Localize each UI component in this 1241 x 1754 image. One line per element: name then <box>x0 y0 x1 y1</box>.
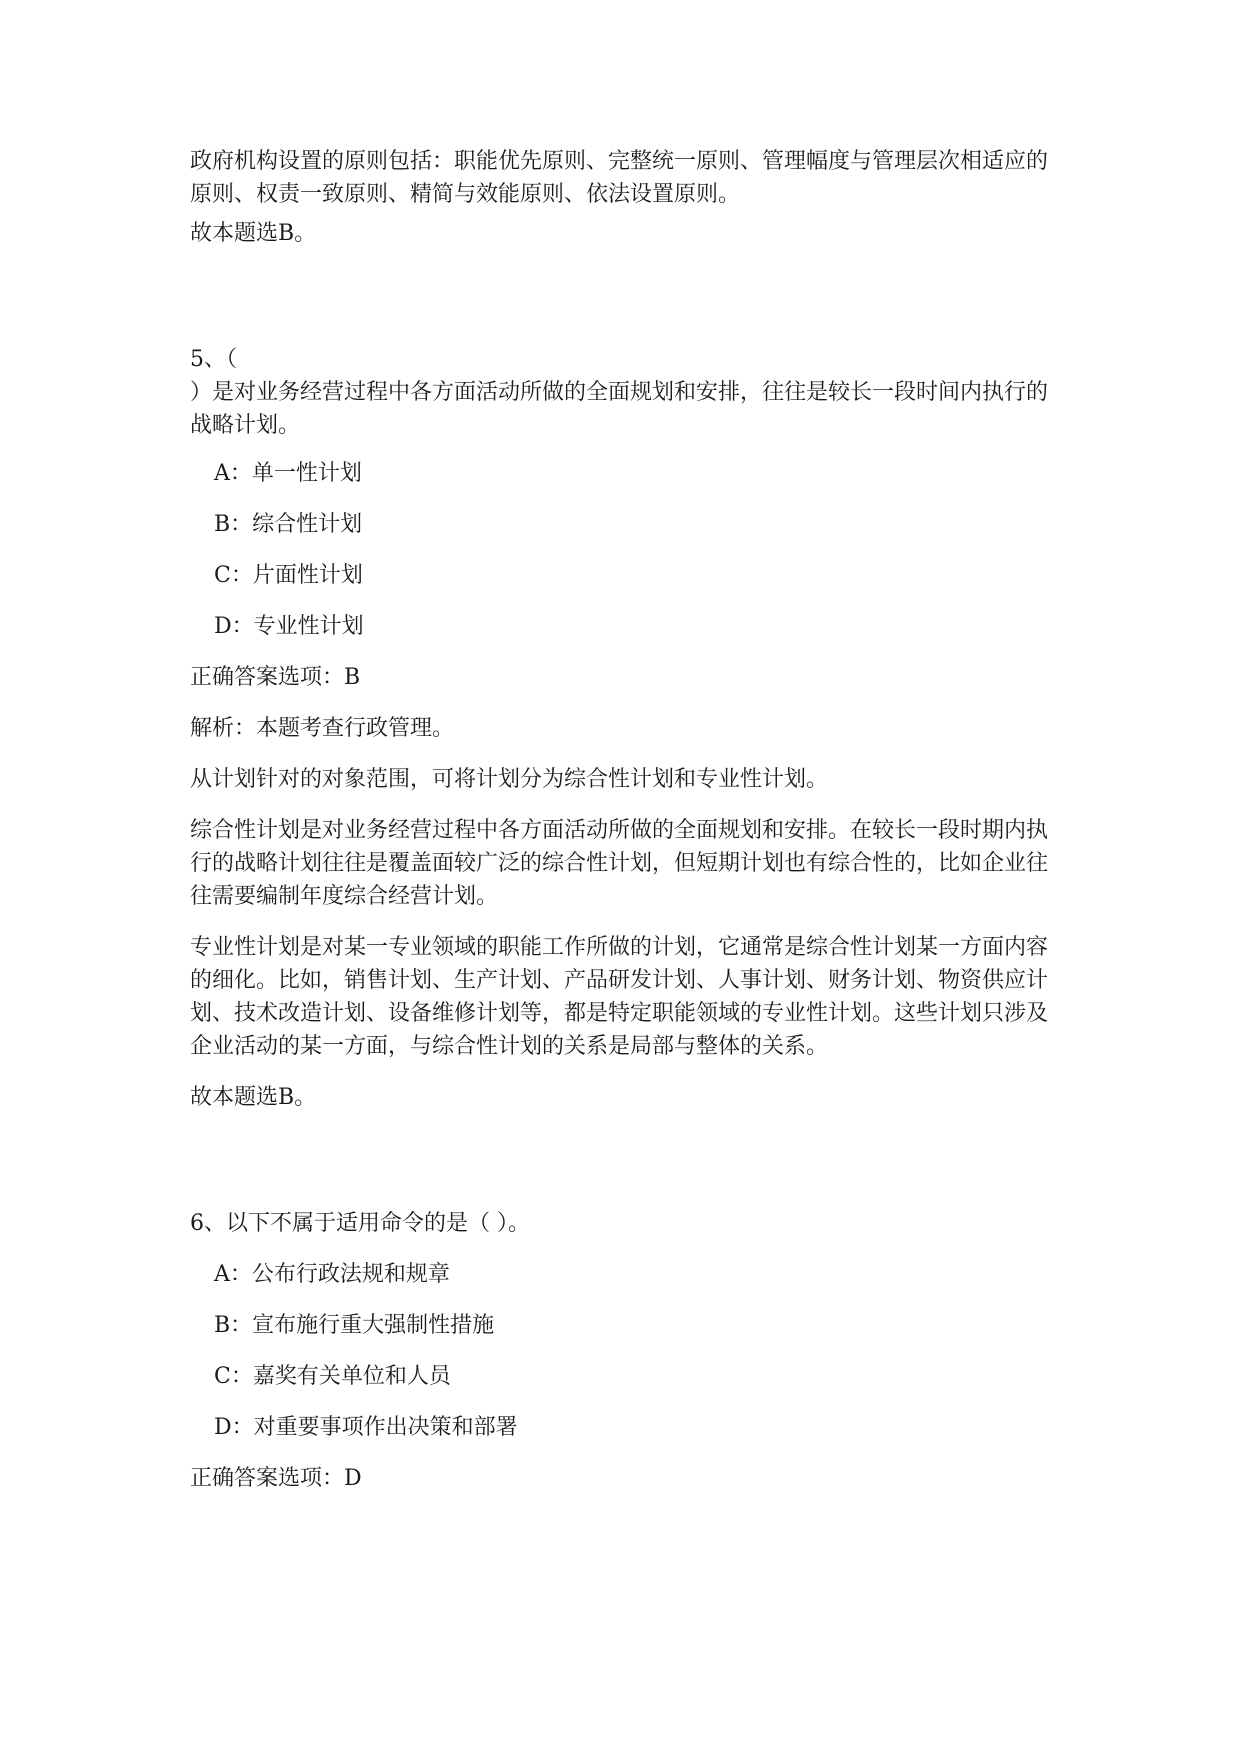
question5-analysis-paragraph-2: 综合性计划是对业务经营过程中各方面活动所做的全面规划和安排。在较长一段时期内执行的战略计划往往是覆盖面较广泛的综合性计划，但短期计划也有综合性的，比如企业往往需要编制年度综合经营计划。 <box>190 818 1049 909</box>
question5-answer: 正确答案选项：B <box>190 665 361 690</box>
question5-option-d: D：专业性计划 <box>214 614 364 639</box>
question5-conclusion: 故本题选B。 <box>190 1085 317 1110</box>
question5-option-b: B：综合性计划 <box>214 512 363 537</box>
question5-analysis-paragraph-3: 专业性计划是对某一专业领域的职能工作所做的计划，它通常是综合性计划某一方面内容的细化。比如，销售计划、生产计划、产品研发计划、人事计划、财务计划、物资供应计划、技术改造计划、设备维修计划等，都是特定职能领域的专业性计划。这些计划只涉及企业活动的某一方面，与综合性计划的关系是局部与整体的关系。 <box>190 935 1049 1059</box>
question6-answer: 正确答案选项：D <box>190 1466 362 1491</box>
question5-analysis-title: 解析：本题考查行政管理。 <box>190 716 455 741</box>
question5-option-a: A：单一性计划 <box>214 461 362 486</box>
question6-stem: 6、以下不属于适用命令的是（ ）。 <box>190 1211 530 1236</box>
question5-stem: ）是对业务经营过程中各方面活动所做的全面规划和安排，往往是较长一段时间内执行的战略计划。 <box>190 380 1049 438</box>
document-page <box>190 145 1060 1495</box>
question5-option-c: C：片面性计划 <box>214 563 363 588</box>
question6-option-a: A：公布行政法规和规章 <box>214 1262 450 1287</box>
question6-option-b: B：宣布施行重大强制性措施 <box>214 1313 495 1338</box>
prev-explanation-paragraph: 政府机构设置的原则包括：职能优先原则、完整统一原则、管理幅度与管理层次相适应的原则、权责一致原则、精简与效能原则、依法设置原则。 <box>190 149 1049 207</box>
question5-number: 5、（ <box>190 347 237 372</box>
question6-option-c: C：嘉奖有关单位和人员 <box>214 1364 451 1389</box>
prev-conclusion: 故本题选B。 <box>190 221 317 246</box>
question5-analysis-paragraph-1: 从计划针对的对象范围，可将计划分为综合性计划和专业性计划。 <box>190 767 829 792</box>
question6-option-d: D：对重要事项作出决策和部署 <box>214 1415 518 1440</box>
